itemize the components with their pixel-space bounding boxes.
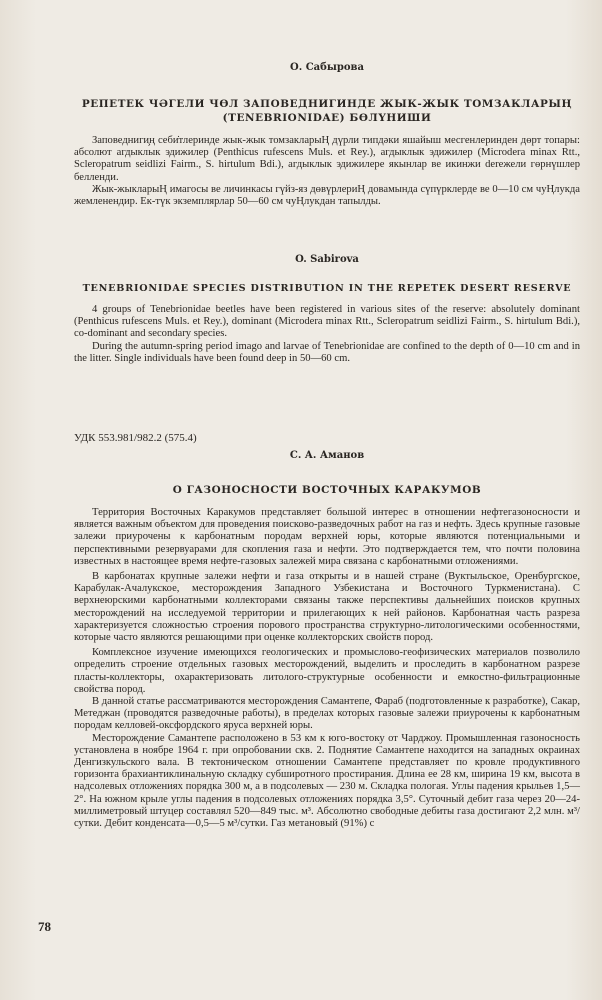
article-1-paragraph: Жык-жыкларыҢ имагосы ве личинкасы гүйз-яз дөвүрлериҢ довамында сүпүрклерде ве 0—10 см чуҢлукда жемленендир. Ек-түк экземплярлар 50—60 см чуҢлукдан тапылды.: [74, 183, 580, 208]
article-1-title-line2: (TENEBRIONIDAE) БӨЛҮНИШИ: [222, 112, 432, 124]
article-2: [74, 254, 580, 365]
article-3-paragraph: В карбонатах крупные залежи нефти и газа открыты и в нашей стране (Вуктыльское, Оренбургское, Карабулак-Ачалукское, месторождения Западного Узбекистана и Восточного Туркменистана). С верхнеюрскими карбонатными коллекторами связаны также перспективы дальнейших поисков крупных месторождений на исследуемой территории и прилегающих к ней районов. Карбонатная часть разреза характеризуется сложностью строения порового пространства структурно-литологическими особенностями, которые часто являются решающими при оценке коллекторских свойств пород.: [74, 571, 580, 644]
udk-code: УДК 553.981/982.2 (575.4): [74, 432, 197, 444]
article-3-paragraph: Территория Восточных Каракумов представляет большой интерес в отношении нефтегазоносности и является важным объектом для проведения поисково-разведочных работ на газ и нефть. Здесь крупные газовые залежи приурочены к карбонатным породам верхней юры, которые являются потенциальными и перспективными резервуарами для скопления газа и нефти. Это подтверждается тем, что почти половина известных в настоящее время нефте-газовых залежей мира связана с карбонатными отложениями.: [74, 507, 580, 567]
article-3-title: О ГАЗОНОСНОСТИ ВОСТОЧНЫХ КАРАКУМОВ: [172, 484, 482, 496]
article-1-paragraph: Заповедниги̧ң себи̇тлеринде жык-жык томзакларыҢ дүрли типдәки яшайыш месгенлеринден дөрт топары: абсолют агдыклык эдижилер (Penthicus rufescens Muls. et Rey.), агдыклык эдижилер (Microdera minax Rtt., Scleropatrum seidlizi Fairm., S. hirtulum Bdi.), агдыклык эдижилере якынлар ве икинжи derежели гөрнүшлер белленди.: [74, 135, 580, 183]
article-2-paragraph: 4 groups of Tenebrionidae beetles have been registered in various sites of the reserve: absolutely dominant (Penthicus rufescens Muls. et Rey.), dominant (Microdera minax Rtt., Scleropatrum seidlizi Fairm., S. hirtulum Bdi.), co-dominant and secondary species.: [74, 304, 580, 340]
article-2-title: TENEBRIONIDAE SPECIES DISTRIBUTION IN THE REPETEK DESERT RESERVE: [82, 283, 572, 294]
article-2-author: O. Sabirova: [295, 254, 359, 265]
article-2-paragraph: During the autumn-spring period imago and larvae of Tenebrionidae are confined to the depth of 0—10 cm and in the litter. Single individuals have been found deep in 50—60 cm.: [74, 340, 580, 364]
article-3: [74, 450, 580, 830]
article-3-author: С. А. Аманов: [289, 450, 365, 461]
article-3-paragraph: Комплексное изучение имеющихся геологических и промыслово-геофизических материалов позволило определить строение отдельных газовых месторождений, выделить и проследить в карбонатном разрезе пласты-коллекторы, охарактеризовать литолого-структурные особенности и емкостно-фильтрационные свойства пород.: [74, 647, 580, 695]
article-1-author: О. Сабырова: [290, 62, 364, 73]
article-3-paragraph: В данной статье рассматриваются месторождения Самантепе, Фараб (подготовленные к разработке), Сакар, Метеджан (проводятся разведочные работы), в пределах которых газовые залежи приурочены к карбонатным породам келловей-оксфордского яруса верхней юры.: [74, 696, 580, 732]
article-3-paragraph: Месторождение Самантепе расположено в 53 км к юго-востоку от Чарджоу. Промышленная газоносность установлена в ноябре 1964 г. при опробовании скв. 2. Поднятие Самантепе находится на западных окраинах Денгизкульского вала. В тектоническом отношении Самантепе представляет по кровле продуктивного горизонта брахиантиклинальную складку субширотного простирания. Длина ее 28 км, ширина 19 км, высота в надсолевых отложениях порядка 300 м, а в подсолевых — 230 м. Складка пологая. Углы падения крыльев 1,5—2°. На южном крыле углы падения в подсолевых отложениях порядка 3,5°. Суточный дебит газа через 20—24-миллиметровый штуцер составлял 520—849 тыс. м³. Абсолютно свободные дебиты газа достигают 2,2 млн. м³/сутки. Дебит конденсата—0,5—5 м³/сутки. Газ метановый (91%) с: [74, 732, 580, 830]
article-1: [74, 62, 580, 208]
article-1-title-line1: РЕПЕТЕК ЧӘГЕЛИ ЧӨЛ ЗАПОВЕДНИГИНДЕ ЖЫК-ЖЫК ТОМЗАКЛАРЫҢ: [81, 98, 573, 110]
page-number: 78: [38, 919, 51, 934]
